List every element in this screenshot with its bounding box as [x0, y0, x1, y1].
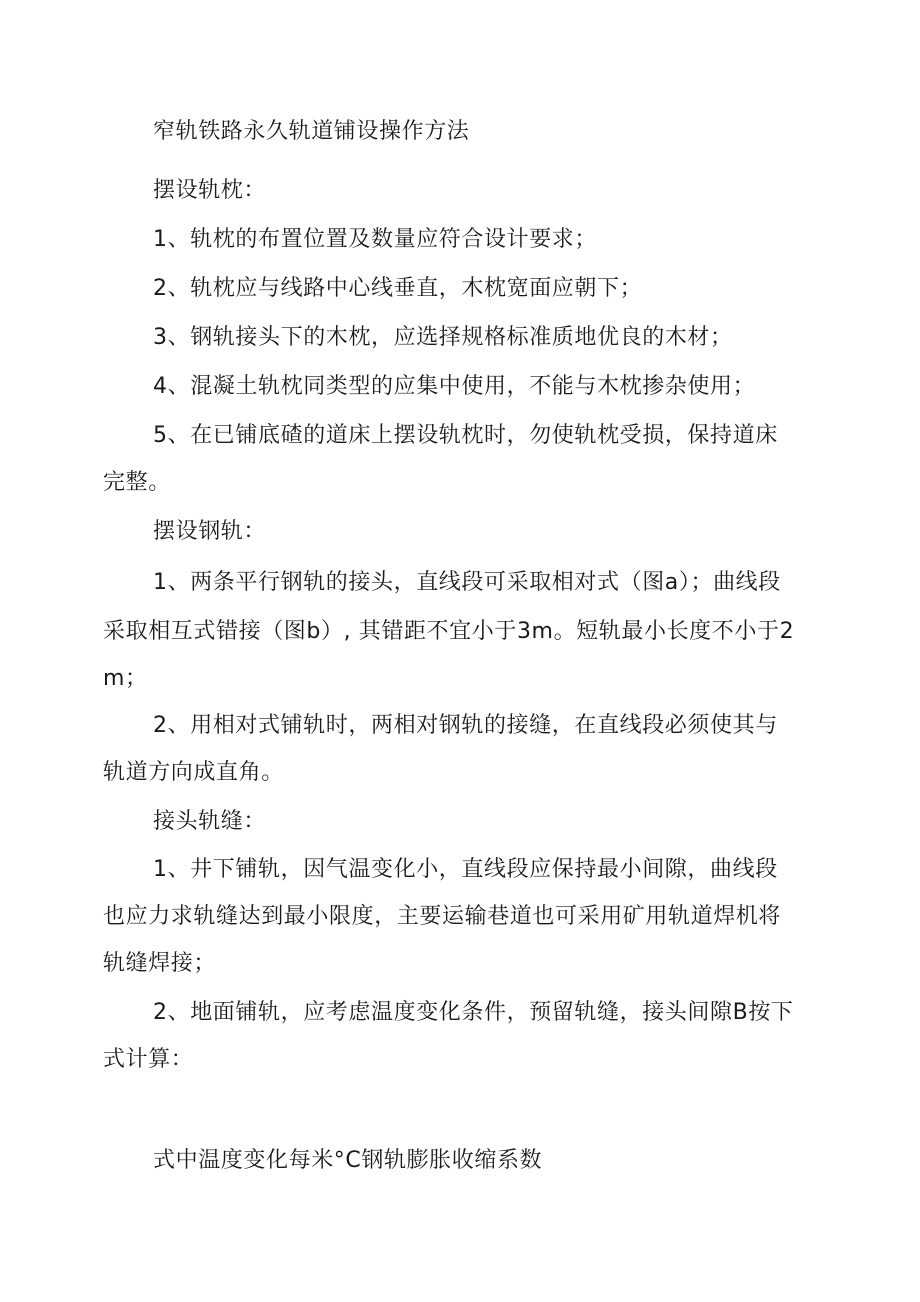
- section-heading-rails: 摆设钢轨：: [153, 519, 267, 544]
- joint-item-1-line-3: 轨缝焊接；: [103, 951, 217, 976]
- rail-item-1-line-3: m；: [103, 666, 148, 691]
- sleeper-item-5-line-2: 完整。: [103, 470, 171, 495]
- formula-note: 式中温度变化每米°C钢轨膨胀收缩系数: [153, 1148, 543, 1173]
- sleeper-item-4: 4、混凝土轨枕同类型的应集中使用，不能与木枕掺杂使用；: [153, 374, 756, 399]
- rail-item-1-line-2: 采取相互式错接（图b）, 其错距不宜小于3m。短轨最小长度不小于2: [103, 619, 795, 644]
- joint-item-2-line-2: 式计算：: [103, 1047, 194, 1072]
- sleeper-item-5-line-1: 5、在已铺底碴的道床上摆设轨枕时，勿使轨枕受损，保持道床: [153, 423, 778, 448]
- section-heading-joint-gaps: 接头轨缝：: [153, 809, 267, 834]
- sleeper-item-1: 1、轨枕的布置位置及数量应符合设计要求；: [153, 227, 597, 252]
- rail-item-2-line-1: 2、用相对式铺轨时，两相对钢轨的接缝，在直线段必须使其与: [153, 713, 778, 738]
- section-heading-sleepers: 摆设轨枕：: [153, 178, 267, 203]
- rail-item-2-line-2: 轨道方向成直角。: [103, 760, 284, 785]
- rail-item-1-line-1: 1、两条平行钢轨的接头，直线段可采取相对式（图a）；曲线段: [153, 570, 781, 595]
- sleeper-item-2: 2、轨枕应与线路中心线垂直，木枕宽面应朝下；: [153, 276, 643, 301]
- document-title: 窄轨铁路永久轨道铺设操作方法: [153, 119, 470, 144]
- sleeper-item-3: 3、钢轨接头下的木枕，应选择规格标准质地优良的木材；: [153, 325, 733, 350]
- joint-item-2-line-1: 2、地面铺轨，应考虑温度变化条件，预留轨缝，接头间隙B按下: [153, 1000, 794, 1025]
- joint-item-1-line-1: 1、井下铺轨，因气温变化小，直线段应保持最小间隙，曲线段: [153, 857, 778, 882]
- joint-item-1-line-2: 也应力求轨缝达到最小限度，主要运输巷道也可采用矿用轨道焊机将: [103, 904, 782, 929]
